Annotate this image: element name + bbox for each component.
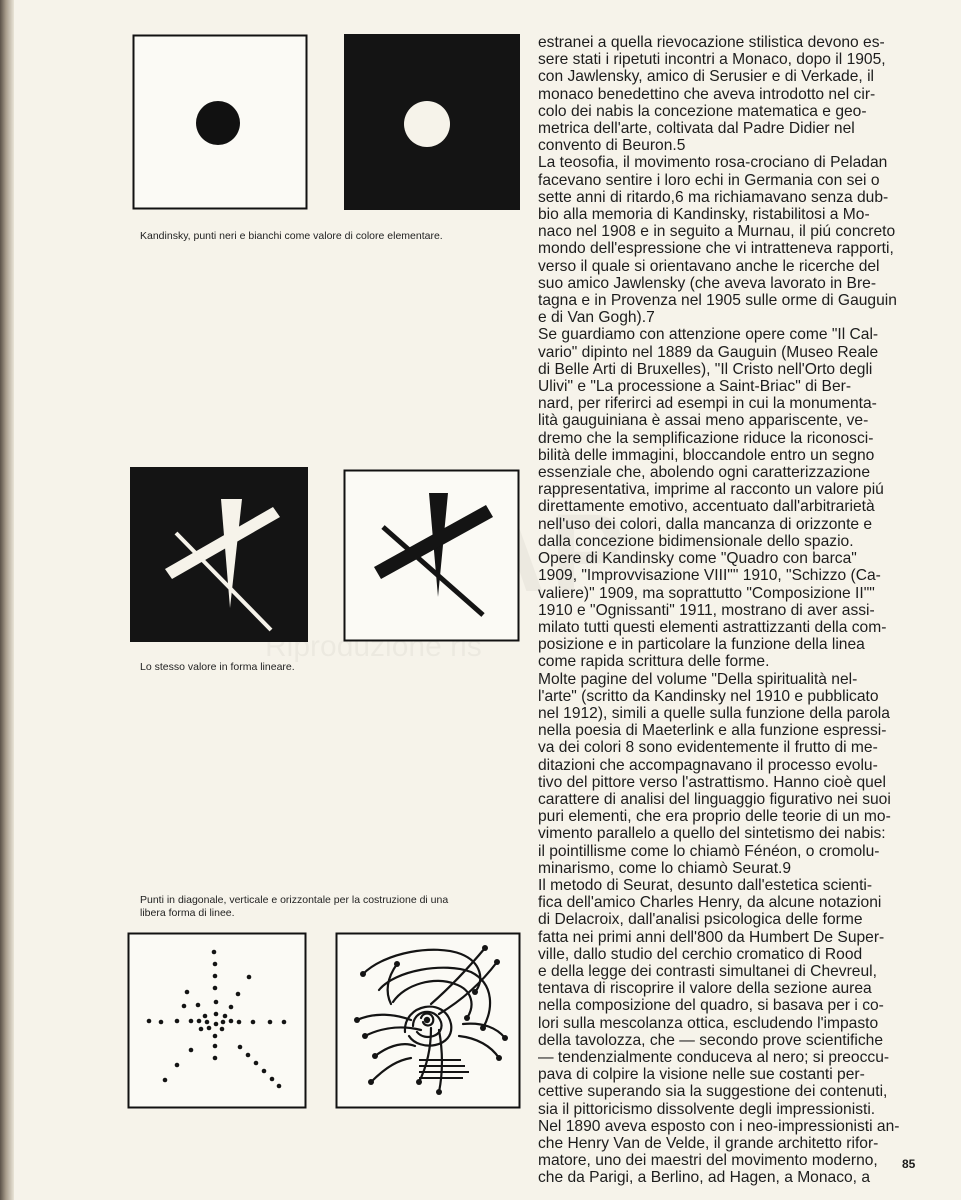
body-line: estranei a quella rievocazione stilistica devono es- bbox=[538, 34, 885, 51]
body-line: puri elementi, che era proprio delle teorie di un mo- bbox=[538, 808, 891, 826]
body-line: posizione e in particolare la funzione della linea bbox=[538, 636, 865, 654]
body-line: colo dei nabis la concezione matematica e geo- bbox=[538, 102, 867, 120]
page-number: 85 bbox=[902, 1157, 916, 1171]
body-line: nella poesia di Maeterlink e alla funzione espressi- bbox=[538, 722, 887, 740]
body-line: minarismo, come lo chiamò Seurat.9 bbox=[538, 859, 792, 877]
body-line: convento di Beuron.5 bbox=[538, 137, 686, 155]
body-line: lori sulla mescolanza ottica, escludendo l'impasto bbox=[538, 1014, 879, 1032]
body-line: di Belle Arti di Bruxelles), "Il Cristo nell'Orto degli bbox=[538, 360, 873, 378]
figure-black-square-white-dot bbox=[344, 34, 520, 210]
body-line: metrica dell'arte, coltivata dal Padre Didier nel bbox=[538, 120, 855, 138]
body-line: — tendenzialmente conduceva al nero; si preoccu- bbox=[538, 1048, 890, 1066]
book-binding bbox=[0, 0, 14, 1200]
body-line: tivo del pittore verso l'astrattismo. Hanno cioè quel bbox=[538, 773, 886, 791]
body-line: ville, dallo studio del cerchio cromatico di Rood bbox=[538, 945, 863, 963]
body-line: Molte pagine del volume "Della spiritualità nel- bbox=[538, 670, 858, 688]
body-line: il pointillisme come lo chiamò Fénéon, o cromolu- bbox=[538, 842, 880, 860]
body-line: di Delacroix, dall'analisi psicologica delle forme bbox=[538, 911, 863, 929]
body-line: 1909, "Improvvisazione VIII"" 1910, "Schizzo (Ca- bbox=[538, 567, 881, 585]
body-line: sette anni di ritardo,6 ma richiamavano senza dub- bbox=[538, 188, 889, 206]
figure-black-square-white-lines bbox=[130, 467, 308, 642]
body-line: vimento parallelo a quello del sintetismo dei nabis: bbox=[538, 825, 886, 843]
figure-free-line-form bbox=[335, 932, 521, 1109]
body-line: milato tutti questi elementi astrattizzanti della com- bbox=[538, 618, 887, 636]
body-line: e di Van Gogh).7 bbox=[538, 309, 655, 327]
caption-figure-1: Kandinsky, punti neri e bianchi come valore di colore elementare. bbox=[140, 230, 443, 242]
figure-white-square-black-dot bbox=[132, 34, 308, 210]
body-line: va dei colori 8 sono evidentemente il frutto di me- bbox=[538, 739, 878, 757]
body-line: naco nel 1908 e in seguito a Murnau, il piú concreto bbox=[538, 223, 896, 241]
caption-figure-2: Lo stesso valore in forma lineare. bbox=[140, 661, 295, 673]
body-line: bilità delle immagini, bloccandole entro un segno bbox=[538, 446, 875, 464]
body-line: nel 1912), simili a quelle sulla funzione della parola bbox=[538, 704, 890, 722]
body-line: come rapida scrittura delle forme. bbox=[538, 653, 770, 671]
body-line: e della legge dei contrasti simultanei di Chevreul, bbox=[538, 962, 877, 980]
body-line: l'arte" (scritto da Kandinsky nel 1910 e pubblicato bbox=[538, 687, 879, 705]
body-line: nella composizione del quadro, si basava per i co- bbox=[538, 997, 884, 1015]
body-line: La teosofia, il movimento rosa-crociano di Peladan bbox=[538, 154, 888, 172]
body-line: che Henry Van de Velde, il grande architetto rifor- bbox=[538, 1135, 879, 1152]
body-line: mondo dell'espressione che vi intratteneva rapporti, bbox=[538, 240, 894, 258]
body-line: bio alla memoria di Kandinsky, ristabilitosi a Mo- bbox=[538, 206, 870, 224]
body-line: Ulivi" e "La processione a Saint-Briac" di Ber- bbox=[538, 378, 852, 396]
body-line: cettive superando sia la suggestione dei contenuti, bbox=[538, 1083, 888, 1101]
body-line: Opere di Kandinsky come "Quadro con barca" bbox=[538, 550, 857, 568]
body-line: essenziale che, abolendo ogni caratterizzazione bbox=[538, 464, 871, 482]
body-line: con Jawlensky, amico di Serusier e di Verkade, il bbox=[538, 68, 874, 86]
body-line: rappresentativa, imprime al racconto un valore piú bbox=[538, 481, 884, 499]
body-line: tagna e in Provenza nel 1905 sulle orme di Gauguin bbox=[538, 292, 897, 310]
caption-figure-3-line-1: Punti in diagonale, verticale e orizzontale per la costruzione di una bbox=[140, 894, 449, 906]
body-line: nell'uso dei colori, dalla mancanza di orizzonte e bbox=[538, 515, 873, 533]
body-line: Nel 1890 aveva esposto con i neo-impressionisti an- bbox=[538, 1117, 900, 1135]
body-text-column bbox=[538, 34, 924, 1187]
caption-figure-3-line-2: libera forma di linee. bbox=[140, 907, 235, 919]
body-line: nard, per riferirci ad esempi in cui la monumenta- bbox=[538, 395, 877, 413]
body-line: matore, uno dei maestri del movimento moderno, bbox=[538, 1152, 878, 1170]
body-line: suo amico Jawlensky (che aveva lavorato in Bre- bbox=[538, 274, 877, 292]
body-line: valiere)" 1909, ma soprattutto "Composizione II"" bbox=[538, 584, 875, 602]
body-line: carattere di analisi del linguaggio figurativo nei suoi bbox=[538, 790, 891, 808]
body-line: tentava di riscoprire il valore della sezione aurea bbox=[538, 980, 872, 998]
body-line: dremo che la semplificazione riduce la riconosci- bbox=[538, 429, 874, 447]
body-line: vario" dipinto nel 1889 da Gauguin (Museo Reale bbox=[538, 343, 879, 361]
figure-white-square-black-lines bbox=[343, 469, 520, 642]
body-line: fatta nei primi anni dell'800 da Humbert De Super- bbox=[538, 928, 885, 946]
body-line: sia il pittoricismo dissolvente degli impressionisti. bbox=[538, 1100, 876, 1118]
body-line: 1910 e "Ognissanti" 1911, mostrano di aver assi- bbox=[538, 601, 875, 619]
body-line: verso il quale si orientavano anche le ricerche del bbox=[538, 257, 880, 275]
body-line: pava di colpire la visione nelle sue costanti per- bbox=[538, 1066, 865, 1084]
body-line: Il metodo di Seurat, desunto dall'estetica scienti- bbox=[538, 876, 873, 894]
body-line: dalla concezione bidimensionale dello spazio. bbox=[538, 532, 854, 550]
body-line: direttamente emotivo, accentuato dall'arbitrarietà bbox=[538, 498, 875, 516]
body-line: ditazioni che accompagnavano il processo evolu- bbox=[538, 756, 878, 774]
body-line: lità gauguiniana è assai meno appariscente, ve- bbox=[538, 412, 869, 430]
body-line: che da Parigi, a Berlino, ad Hagen, a Monaco, a bbox=[538, 1169, 871, 1187]
body-line: sere stati i ripetuti incontri a Monaco, dopo il 1905, bbox=[538, 51, 886, 69]
body-line: facevano sentire i loro echi in Germania con sei o bbox=[538, 171, 880, 189]
body-line: Se guardiamo con attenzione opere come "Il Cal- bbox=[538, 326, 879, 344]
body-line: fica dell'amico Charles Henry, da alcune notazioni bbox=[538, 894, 882, 912]
body-line: della tavolozza, che — secondo prove scientifiche bbox=[538, 1031, 883, 1049]
figure-dots-directions bbox=[127, 932, 307, 1109]
body-line: monaco benedettino che aveva introdotto nel cir- bbox=[538, 85, 876, 103]
